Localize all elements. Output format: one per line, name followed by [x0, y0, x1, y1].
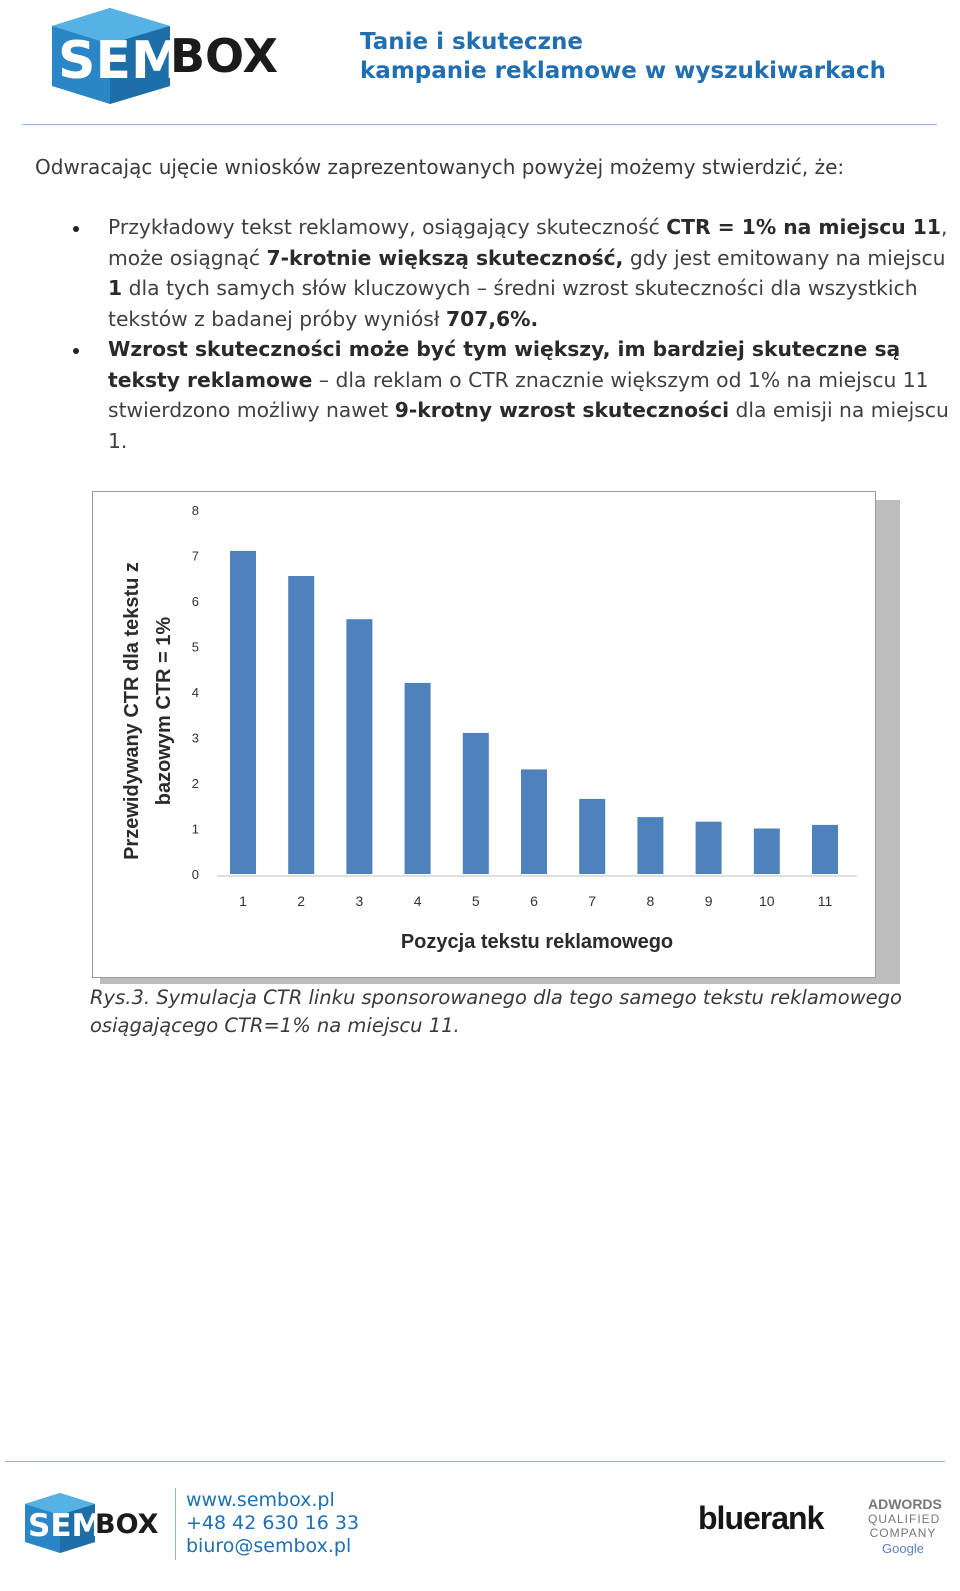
x-tick-label: 9 — [704, 893, 713, 909]
bar-position-11 — [812, 825, 838, 874]
x-tick-label: 11 — [817, 893, 833, 909]
bar-position-8 — [637, 817, 663, 874]
y-tick-label: 4 — [191, 685, 199, 700]
list-item: Przykładowy tekst reklamowy, osiągający skuteczność CTR = 1% na miejscu 11, może osiągnąć 7-krotnie większą skuteczność, gdy jest emitowany na miejscu 1 dla tych samych słów kluczowych – średni wzrost skuteczności dla wszystkich tekstów z badanej próby wyniósł 707,6%. — [70, 212, 950, 334]
header-divider — [22, 124, 937, 125]
x-tick-label: 3 — [355, 893, 364, 909]
conclusions-list — [70, 212, 950, 456]
y-tick-label: 5 — [191, 639, 199, 655]
bar-position-9 — [696, 822, 722, 874]
caption-line2: osiągającego CTR=1% na miejscu 11. — [90, 1014, 460, 1037]
footer-logo-text-sem: SEM — [28, 1508, 103, 1544]
y-tick-label: 1 — [191, 821, 199, 837]
figure-caption — [90, 984, 902, 1040]
y-tick-label: 0 — [191, 867, 199, 882]
x-tick-label: 1 — [239, 893, 247, 909]
chart-svg — [93, 492, 875, 977]
tagline-line2: kampanie reklamowe w wyszukiwarkach — [360, 58, 886, 84]
y-tick-label: 6 — [191, 594, 199, 609]
y-tick-label: 3 — [191, 730, 199, 746]
x-tick-label: 8 — [646, 893, 655, 909]
tagline-line1: Tanie i skuteczne — [360, 29, 583, 55]
x-tick-label: 4 — [413, 893, 422, 909]
sembox-logo — [52, 8, 292, 104]
list-item: Wzrost skuteczności może być tym większy, im bardziej skuteczne są teksty reklamowe – dla reklam o CTR znacznie większym od 1% na miejscu 11 stwierdzono możliwy nawet 9-krotny wzrost skuteczności dla emisji na miejscu 1. — [70, 334, 950, 456]
x-tick-label: 10 — [759, 893, 775, 909]
website-link[interactable]: www.sembox.pl — [186, 1489, 335, 1511]
intro-text: Odwracając ujęcie wniosków zaprezentowanych powyżej możemy stwierdzić, że: — [35, 155, 845, 179]
bar-chart — [92, 491, 876, 978]
bar-position-1 — [230, 551, 256, 874]
bar-position-7 — [579, 799, 605, 874]
x-tick-label: 5 — [471, 893, 480, 909]
y-tick-label: 2 — [191, 776, 199, 791]
email-link[interactable]: biuro@sembox.pl — [186, 1535, 352, 1557]
bar-position-3 — [346, 619, 372, 874]
bluerank-logo: bluerank — [698, 1500, 824, 1536]
footer-vertical-divider — [175, 1488, 176, 1560]
x-tick-label: 7 — [588, 893, 597, 909]
phone-number: +48 42 630 16 33 — [186, 1512, 360, 1534]
y-tick-label: 8 — [191, 503, 199, 518]
bar-position-10 — [754, 829, 780, 875]
bar-position-2 — [288, 576, 314, 874]
bullet-icon — [73, 226, 79, 232]
sembox-footer-logo — [25, 1493, 167, 1553]
header-tagline — [360, 28, 886, 86]
adwords-qualified-badge: ADWORDS QUALIFIED COMPANY Google — [868, 1496, 942, 1556]
bar-position-4 — [405, 683, 431, 874]
x-axis-title: Pozycja tekstu reklamowego — [400, 931, 674, 953]
x-tick-label: 2 — [297, 893, 306, 909]
caption-line1: Rys.3. Symulacja CTR linku sponsorowanego dla tego samego tekstu reklamowego — [90, 986, 902, 1009]
bullet-icon — [73, 348, 79, 354]
footer-divider — [5, 1461, 945, 1462]
logo-text-box: BOX — [170, 29, 278, 83]
y-axis-title-line1: Przewidywany CTR dla tekstu z — [121, 562, 143, 860]
bar-position-5 — [463, 733, 489, 874]
bar-position-6 — [521, 769, 547, 874]
footer-logo-text-box: BOX — [95, 1509, 159, 1540]
y-axis-title-line2: bazowym CTR = 1% — [153, 616, 175, 806]
logo-text-sem: SEM — [58, 31, 183, 91]
contact-info — [186, 1489, 359, 1558]
y-tick-label: 7 — [191, 548, 199, 564]
x-tick-label: 6 — [530, 893, 538, 909]
